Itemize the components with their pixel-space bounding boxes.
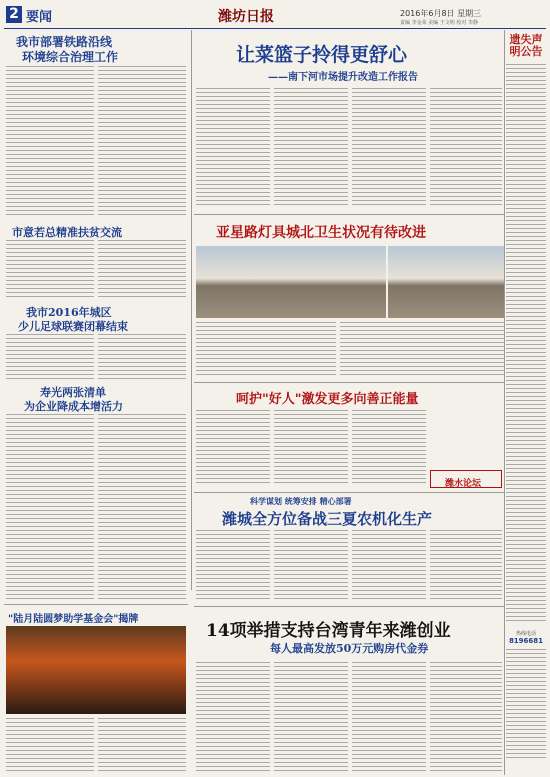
taiwan-title: 14项举措支持台湾青年来潍创业 — [206, 621, 451, 641]
sidebar-hotline: 8196681 — [508, 637, 544, 645]
praise-divider — [194, 382, 504, 383]
youth-title-line1: 我市2016年城区 — [26, 306, 112, 319]
rail-title-line1: 我市部署铁路沿线 — [16, 35, 113, 49]
taiwan-body-col2 — [274, 662, 348, 774]
youth-title-line2: 少儿足球联赛闭幕结束 — [18, 320, 128, 333]
street-photo — [388, 246, 504, 318]
praise-body-col3 — [352, 410, 426, 486]
youth-body-col2 — [98, 334, 186, 380]
poverty-title: 市意若总精准扶贫交流 — [12, 226, 122, 239]
issue-date: 2016年6月8日 星期三 — [400, 9, 482, 18]
taiwan-body-col3 — [352, 662, 426, 774]
weifang-title: 潍城全方位备战三夏农机化生产 — [222, 510, 433, 528]
weifang-body-col4 — [430, 530, 502, 600]
hospital-divider — [194, 214, 504, 215]
sidebar-ads — [506, 649, 546, 759]
security-body-col2 — [98, 414, 186, 600]
hospital-photo — [196, 246, 386, 318]
fund-ceremony-photo — [6, 626, 186, 714]
column-divider-left — [191, 30, 192, 590]
newspaper-logo: 潍坊日报 — [218, 9, 274, 25]
weifang-body-col3 — [352, 530, 426, 600]
fund-title: "陆月陆圆梦助学基金会"揭牌 — [8, 614, 139, 625]
basket-body-col2 — [274, 88, 348, 208]
sidebar-hotline-label: 热线电话 — [515, 631, 536, 637]
hospital-body-col2 — [340, 322, 504, 378]
rail-title-line2: 环境综合治理工作 — [22, 50, 119, 64]
taiwan-divider — [194, 606, 504, 607]
basket-body-col4 — [430, 88, 502, 208]
poverty-body-col2 — [98, 240, 186, 300]
praise-body-col2 — [274, 410, 348, 486]
page-number: 2 — [6, 6, 22, 23]
basket-subtitle: ——南下河市场提升改造工作报告 — [268, 72, 418, 83]
sidebar-divider — [504, 30, 505, 775]
fund-body-col1 — [6, 718, 94, 774]
hospital-body-col1 — [196, 322, 336, 378]
poverty-body-col1 — [6, 240, 94, 300]
security-title-line2: 为企业降成本增活力 — [24, 400, 123, 413]
notice-sidebar — [506, 30, 546, 775]
rail-body-col1 — [6, 66, 94, 218]
taiwan-subtitle: 每人最高发放50万元购房代金券 — [270, 642, 429, 655]
hospital-title: 亚星路灯具城北卫生状况有待改进 — [216, 225, 426, 241]
security-title-line1: 寿光两张清单 — [40, 386, 106, 399]
section-title: 要闻 — [26, 10, 53, 25]
fund-divider — [4, 604, 188, 605]
forum-label-box — [430, 470, 502, 488]
editors-line: 责编 李金荣 美编 王文明 校对 李静 — [400, 20, 478, 26]
basket-body-col1 — [196, 88, 270, 208]
sidebar-title: 遗失声明公告 — [509, 33, 543, 58]
weifang-body-col1 — [196, 530, 270, 600]
masthead-rule — [4, 28, 546, 29]
weifang-divider — [194, 492, 504, 493]
praise-body-col1 — [196, 410, 270, 486]
security-body-col1 — [6, 414, 94, 600]
fund-body-col2 — [98, 718, 186, 774]
rail-body-col2 — [98, 66, 186, 218]
basket-title: 让菜篮子拎得更舒心 — [236, 44, 408, 66]
praise-title: 呵护"好人"激发更多向善正能量 — [236, 392, 419, 407]
basket-body-col3 — [352, 88, 426, 208]
taiwan-body-col4 — [430, 662, 502, 774]
science-tag: 科学谋划 统筹安排 精心部署 — [250, 497, 352, 506]
forum-label: 潍水论坛 — [445, 479, 482, 489]
sidebar-notices — [506, 64, 546, 624]
weifang-body-col2 — [274, 530, 348, 600]
youth-body-col1 — [6, 334, 94, 380]
taiwan-body-col1 — [196, 662, 270, 774]
